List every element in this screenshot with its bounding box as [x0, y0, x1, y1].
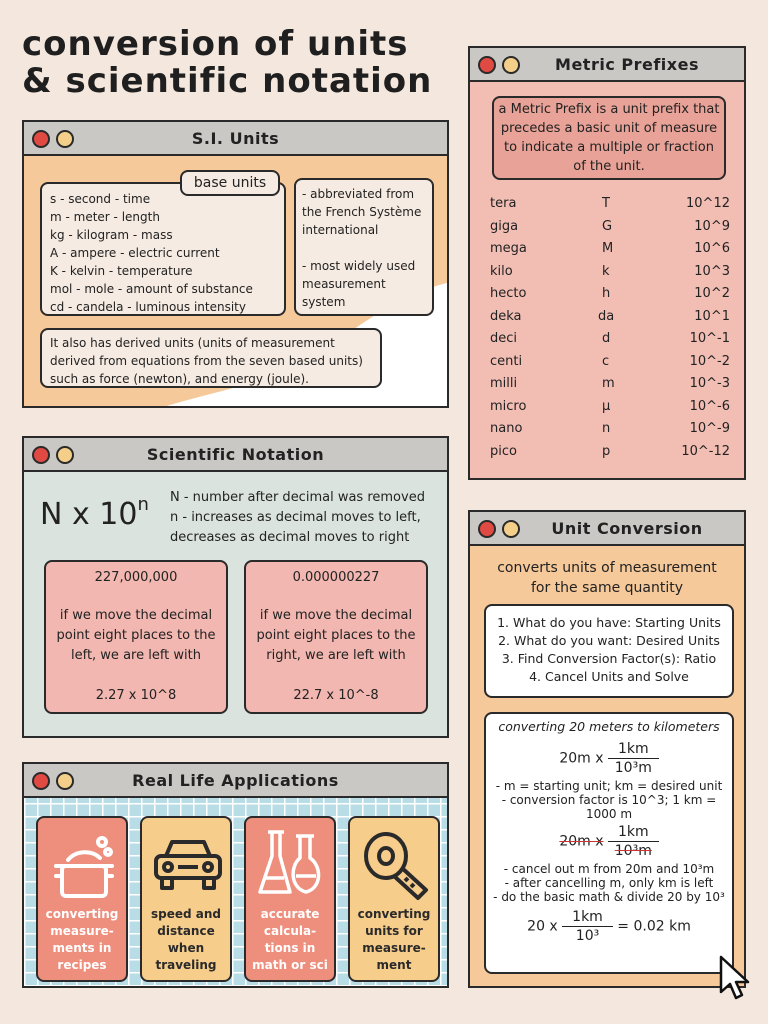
prefix-symbol: n — [602, 421, 611, 436]
equation-3 — [486, 910, 732, 943]
prefix-definition-box — [492, 96, 726, 180]
formula-base: N x 10 — [40, 497, 138, 532]
app-card-recipes — [36, 816, 128, 982]
pot-icon — [52, 832, 116, 902]
si-note-2: - most widely used measurement system — [302, 259, 416, 309]
title-line-1: conversion of units — [22, 24, 409, 64]
example-number: 227,000,000 — [94, 570, 178, 585]
eq3-result: = 0.02 km — [617, 918, 691, 935]
prefix-power: 10^9 — [694, 218, 730, 234]
step-item: 4. Cancel Units and Solve — [529, 669, 689, 684]
prefix-row — [490, 444, 730, 466]
base-unit-1: m - meter - length — [50, 210, 160, 224]
eq1-denominator: 10³m — [614, 760, 652, 776]
app-label: accurate calcula-tions in math or sci — [252, 907, 328, 972]
eq3-numerator: 1km — [562, 910, 613, 927]
base-unit-2: kg - kilogram - mass — [50, 228, 173, 242]
title-line-2: & scientific notation — [22, 61, 433, 101]
sci-desc-1: N - number after decimal was removed — [170, 490, 425, 505]
base-units-label — [180, 170, 280, 196]
prefix-symbol: p — [602, 443, 611, 459]
prefix-symbol: d — [602, 331, 611, 346]
prefix-power: 10^-12 — [681, 443, 730, 459]
conversion-note-4: - after cancelling m, only km is left — [504, 876, 714, 890]
prefix-symbol: T — [602, 196, 610, 211]
conversion-intro-text: converts units of measurement for the same quantity — [497, 560, 717, 596]
eq3-fraction — [562, 910, 613, 943]
prefix-row — [490, 286, 730, 308]
si-units-titlebar — [24, 122, 447, 156]
prefix-table — [470, 196, 744, 468]
derived-units-box — [40, 328, 382, 388]
si-units-window — [22, 120, 449, 408]
prefix-name: deka — [490, 308, 522, 324]
formula-exponent: n — [137, 494, 149, 515]
base-unit-5: mol - mole - amount of substance — [50, 282, 253, 296]
example-number: 0.000000227 — [292, 570, 380, 585]
base-unit-6: cd - candela - luminous intensity — [50, 300, 246, 314]
prefix-name: deci — [490, 331, 518, 346]
prefix-row — [490, 354, 730, 376]
base-unit-0: s - second - time — [50, 192, 151, 206]
prefix-row — [490, 376, 730, 398]
prefix-name: milli — [490, 376, 518, 391]
si-units-title: S.I. Units — [191, 129, 280, 148]
prefix-name: tera — [490, 196, 517, 211]
prefix-power: 10^-6 — [689, 398, 730, 414]
metric-prefixes-titlebar — [470, 48, 744, 82]
eq3-left: 20 x — [527, 918, 558, 935]
prefix-row — [490, 421, 730, 443]
prefix-name: pico — [490, 443, 517, 459]
example-result: 2.27 x 10^8 — [95, 688, 177, 703]
si-notes-box — [294, 178, 434, 316]
base-units-box — [40, 182, 286, 316]
prefix-row — [490, 309, 730, 331]
sci-notation-title: Scientific Notation — [146, 445, 325, 464]
tape-measure-icon — [360, 828, 432, 902]
prefix-power: 10^6 — [694, 241, 730, 256]
prefix-power: 10^2 — [694, 286, 730, 301]
prefix-definition-text: a Metric Prefix is a unit prefix that precedes a basic unit of measure to indicate a multiple or fraction of the unit. — [498, 102, 720, 174]
app-card-measurement — [348, 816, 440, 982]
prefix-symbol: da — [598, 308, 615, 324]
prefix-row — [490, 241, 730, 263]
mouse-cursor-icon — [718, 954, 752, 1002]
applications-title: Real Life Applications — [132, 771, 339, 790]
prefix-symbol: c — [602, 353, 610, 369]
sci-desc-2: n - increases as decimal moves to left, — [170, 510, 421, 525]
app-label: converting measure-ments in recipes — [45, 907, 119, 972]
app-label: speed and distance when traveling — [150, 907, 221, 972]
prefix-power: 10^1 — [694, 308, 730, 324]
sci-example-right — [244, 560, 428, 714]
eq2-numerator: 1km — [608, 825, 659, 842]
conversion-steps-box — [484, 604, 734, 698]
prefix-name: nano — [490, 421, 523, 436]
eq2-fraction — [608, 825, 659, 858]
example-result: 22.7 x 10^-8 — [293, 688, 379, 703]
prefix-power: 10^-1 — [689, 331, 730, 346]
prefix-power: 10^-2 — [689, 353, 730, 369]
prefix-row — [490, 196, 730, 218]
eq1-left: 20m x — [559, 750, 604, 767]
sci-example-left — [44, 560, 228, 714]
prefix-symbol: m — [602, 376, 615, 391]
prefix-symbol: G — [602, 218, 613, 234]
prefix-symbol: M — [602, 241, 614, 256]
sci-formula — [40, 494, 149, 532]
app-card-travel — [140, 816, 232, 982]
prefix-power: 10^3 — [694, 263, 730, 279]
step-item: 3. Find Conversion Factor(s): Ratio — [501, 651, 717, 666]
example-text: if we move the decimal point eight places to the left, we are left with — [56, 608, 216, 663]
eq1-numerator: 1km — [608, 742, 659, 759]
prefix-row — [490, 219, 730, 241]
conversion-intro — [490, 558, 724, 598]
base-units-label-text: base units — [193, 175, 267, 191]
scientific-notation-window — [22, 436, 449, 738]
eq1-fraction — [608, 742, 659, 775]
step-item: 2. What do you want: Desired Units — [498, 633, 720, 648]
conversion-note-3: - cancel out m from 20m and 10³m — [503, 862, 715, 876]
sci-notation-titlebar — [24, 438, 447, 472]
applications-window — [22, 762, 449, 988]
app-card-math — [244, 816, 336, 982]
base-unit-4: K - kelvin - temperature — [50, 264, 193, 278]
flask-icon — [256, 826, 328, 902]
conversion-note-5: - do the basic math & divide 20 by 10³ — [493, 890, 725, 904]
unit-conversion-titlebar — [470, 512, 744, 546]
prefix-name: centi — [490, 353, 523, 369]
car-icon — [152, 836, 224, 892]
eq2-left: 20m x — [559, 833, 604, 850]
prefix-name: mega — [490, 241, 527, 256]
prefix-row — [490, 331, 730, 353]
unit-conversion-window — [468, 510, 746, 988]
sci-desc-3: decreases as decimal moves to right — [170, 530, 410, 545]
app-label: converting units for measure-ment — [357, 907, 431, 972]
page-title — [22, 26, 462, 100]
prefix-row — [490, 264, 730, 286]
prefix-name: hecto — [490, 286, 527, 301]
derived-units-text: It also has derived units (units of measurement derived from equations from the seven based units) such as force (newton), and energy (joule). — [50, 336, 363, 386]
sci-description — [170, 488, 446, 548]
unit-conversion-title: Unit Conversion — [551, 519, 703, 538]
applications-titlebar — [24, 764, 447, 798]
metric-prefixes-title: Metric Prefixes — [555, 55, 699, 74]
prefix-symbol: h — [602, 286, 611, 301]
prefix-name: kilo — [490, 263, 513, 279]
conversion-note-2: - conversion factor is 10^3; 1 km = 1000 m — [501, 793, 717, 821]
prefix-power: 10^-9 — [689, 421, 730, 436]
example-title: converting 20 meters to kilometers — [498, 719, 720, 734]
conversion-note-1: - m = starting unit; km = desired unit — [495, 779, 723, 793]
si-note-1: - abbreviated from the French Système international — [302, 187, 422, 237]
eq2-denominator: 10³m — [614, 843, 652, 859]
prefix-power: 10^-3 — [689, 376, 730, 391]
equation-1 — [486, 742, 732, 775]
step-item: 1. What do you have: Starting Units — [497, 615, 721, 630]
example-text: if we move the decimal point eight places to the right, we are left with — [256, 608, 416, 663]
prefix-power: 10^12 — [686, 196, 730, 211]
prefix-symbol: k — [602, 263, 610, 279]
metric-prefixes-window — [468, 46, 746, 480]
prefix-name: micro — [490, 398, 527, 414]
eq3-denominator: 10³ — [575, 928, 600, 944]
prefix-row — [490, 399, 730, 421]
prefix-name: giga — [490, 218, 519, 234]
base-unit-3: A - ampere - electric current — [50, 246, 220, 260]
equation-2 — [486, 825, 732, 858]
prefix-symbol: μ — [602, 398, 611, 414]
conversion-example-box — [484, 712, 734, 974]
